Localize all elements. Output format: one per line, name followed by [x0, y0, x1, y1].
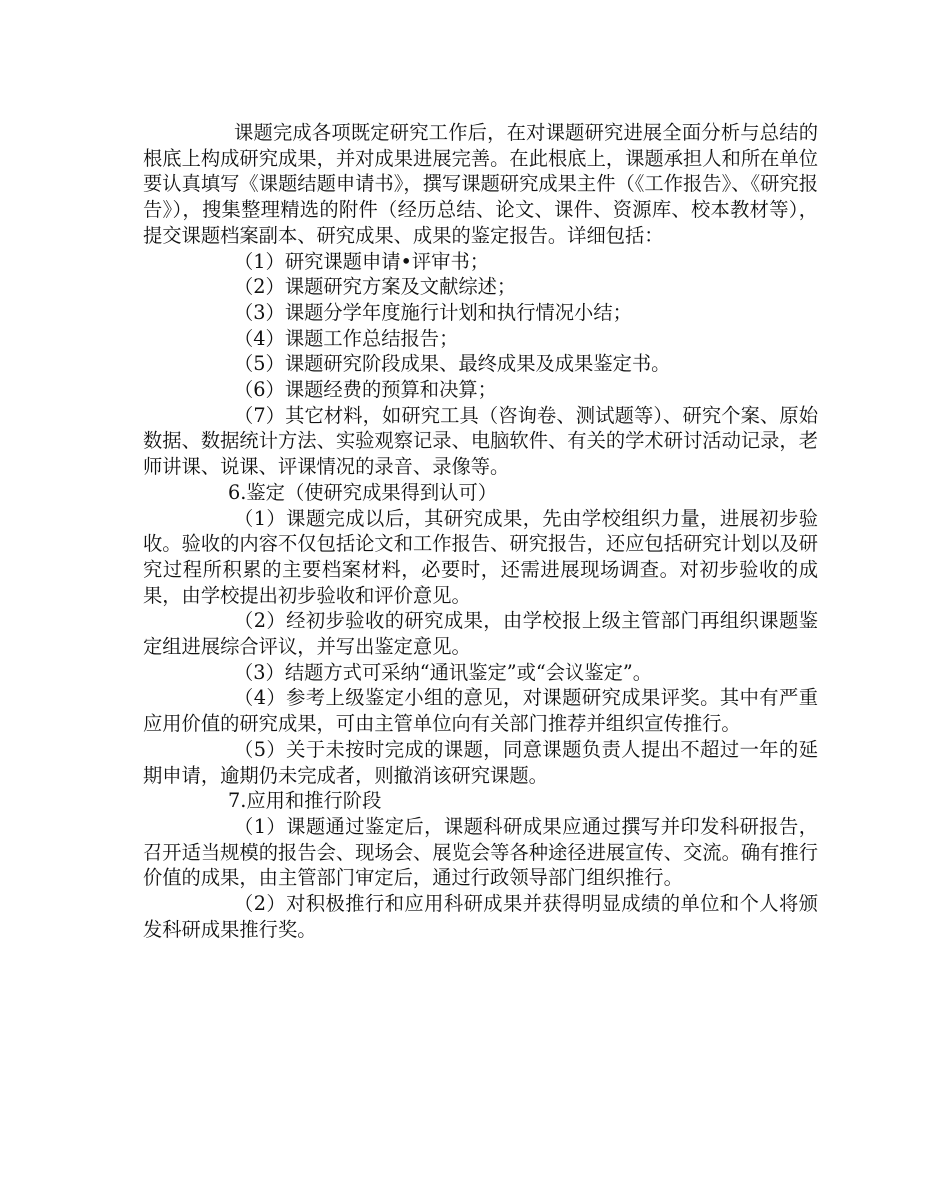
section7-item-2: （2）对积极推行和应用科研成果并获得明显成绩的单位和个人将颁发科研成果推行奖。 [143, 892, 818, 941]
section6-item-4: （4）参考上级鉴定小组的意见，对课题研究成果评奖。其中有严重应用价值的研究成果，可由主管单位向有关部门推荐并组织宣传推行。 [143, 686, 818, 736]
list-item-1: （1）研究课题申请•评审书； [234, 249, 490, 273]
section6-item-1: （1）课题完成以后，其研究成果，先由学校组织力量，进展初步验收。验收的内容不仅包括论文和工作报告、研究报告，还应包括研究计划以及研究过程所积累的主要档案材料，必要时，还需进展现场调查。对初步验收的成果，由学校提出初步验收和评价意见。 [143, 506, 818, 607]
list-item-5: （5）课题研究阶段成果、最终成果及成果鉴定书。 [234, 352, 671, 376]
list-item-2: （2）课题研究方案及文献综述； [234, 275, 517, 299]
list-item-7: （7）其它材料，如研究工具（咨询卷、测试题等）、研究个案、原始数据、数据统计方法、实验观察记录、电脑软件、有关的学术研讨活动记录，老师讲课、说课、评课情况的录音、录像等。 [143, 403, 818, 479]
section6-item-5: （5）关于未按时完成的课题，同意课题负责人提出不超过一年的延期申请，逾期仍未完成者，则撤消该研究课题。 [143, 737, 818, 787]
section-heading-7: 7.应用和推行阶段 [228, 789, 382, 813]
list-item-6: （6）课题经费的预算和决算； [234, 378, 497, 402]
list-item-3: （3）课题分学年度施行计划和执行情况小结； [234, 300, 632, 324]
section6-item-3: （3）结题方式可采纳“通讯鉴定”或“会议鉴定”。 [234, 660, 653, 684]
section6-item-2: （2）经初步验收的研究成果，由学校报上级主管部门再组织课题鉴定组进展综合评议，并写出鉴定意见。 [143, 609, 818, 659]
section-heading-6: 6.鉴定（使研究成果得到认可） [228, 480, 498, 504]
document-page [143, 120, 818, 943]
section7-item-1: （1）课题通过鉴定后，课题科研成果应通过撰写并印发科研报告，召开适当规模的报告会、现场会、展览会等各种途径进展宣传、交流。确有推行价值的成果，由主管部门审定后，通过行政领导部门组织推行。 [143, 814, 818, 890]
intro-paragraph: 课题完成各项既定研究工作后，在对课题研究进展全面分析与总结的根底上构成研究成果，并对成果进展完善。在此根底上，课题承担人和所在单位要认真填写《课题结题申请书》，撰写课题研究成果主件（《工作报告》、《研究报告》），搜集整理精选的附件（经历总结、论文、课件、资源库、校本教材等），提交课题档案副本、研究成果、成果的鉴定报告。详细包括： [143, 121, 818, 247]
list-item-4: （4）课题工作总结报告； [234, 326, 459, 350]
